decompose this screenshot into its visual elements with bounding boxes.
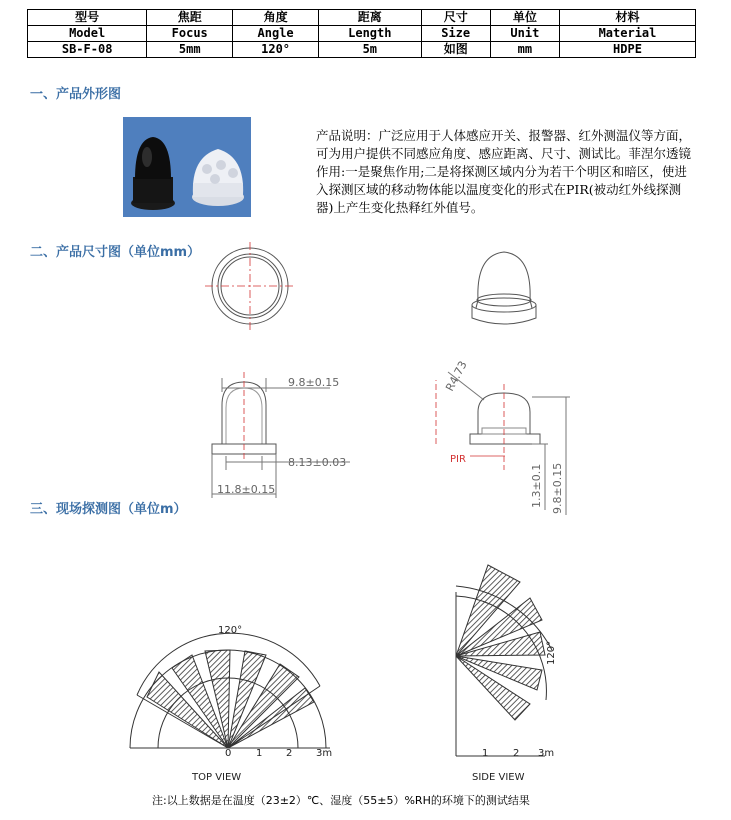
cell: 120°	[233, 42, 319, 58]
cell: 5m	[319, 42, 422, 58]
side-view-angle: 120°	[546, 640, 557, 665]
top-tick-1: 1	[256, 748, 263, 759]
dim-radius: R4.73	[443, 358, 470, 394]
cell: Size	[421, 26, 490, 42]
product-description: 产品说明：广泛应用于人体感应开关、报警器、红外测温仪等方面，可为用户提供不同感应角度、感应距离、尺寸、测试比。菲涅尔透镜作用:一是聚焦作用;二是将探测区域内分为若干个明区和暗区，使进入探测区域的移动物体能以温度变化的形式在PIR(被动红外线探测器)上产生变化热释红外值号。	[316, 128, 692, 215]
lens-perspective-drawing	[472, 252, 536, 324]
cell: Focus	[147, 26, 233, 42]
side-tick-2: 2	[513, 748, 520, 759]
cell: mm	[490, 42, 559, 58]
test-condition-note: 注:以上数据是在温度（23±2）℃、湿度（55±5）%RH的环境下的测试结果	[152, 794, 530, 807]
dim-total-height: 9.8±0.15	[551, 462, 564, 514]
dim-width-top: 9.8±0.15	[288, 376, 340, 389]
cell: HDPE	[559, 42, 695, 58]
dim-width-inner: 8.13±0.03	[288, 456, 347, 469]
cell: 如图	[421, 42, 490, 58]
cell: Angle	[233, 26, 319, 42]
lens-front-dimension-drawing	[212, 372, 350, 498]
side-tick-1: 1	[482, 748, 489, 759]
lens-top-view-drawing	[205, 242, 295, 330]
top-view-angle: 120°	[218, 625, 243, 636]
section-title-detection: 三、现场探测图（单位m）	[30, 502, 187, 517]
cell: SB-F-08	[28, 42, 147, 58]
top-tick-0: 0	[225, 748, 232, 759]
dim-pir-label: PIR	[450, 454, 466, 465]
header-material: 材料	[559, 10, 695, 26]
top-view-detection-diagram	[130, 625, 332, 783]
header-size: 尺寸	[421, 10, 490, 26]
cell: 5mm	[147, 42, 233, 58]
section-title-dimensions: 二、产品尺寸图（单位mm）	[30, 245, 201, 260]
lens-side-section-drawing	[436, 372, 570, 515]
cell: Model	[28, 26, 147, 42]
header-unit: 单位	[490, 10, 559, 26]
top-tick-2: 2	[286, 748, 293, 759]
side-view-caption: SIDE VIEW	[472, 772, 525, 783]
cell: Material	[559, 26, 695, 42]
header-focus: 焦距	[147, 10, 233, 26]
side-view-detection-diagram	[456, 565, 557, 783]
top-tick-3: 3m	[316, 748, 333, 759]
side-tick-3: 3m	[538, 748, 555, 759]
header-angle: 角度	[233, 10, 319, 26]
cell: Length	[319, 26, 422, 42]
dim-width-base: 11.8±0.15	[217, 483, 276, 496]
header-length: 距离	[319, 10, 422, 26]
top-view-caption: TOP VIEW	[192, 772, 242, 783]
section-title-appearance: 一、产品外形图	[30, 87, 122, 102]
dim-base-height: 1.3±0.1	[530, 463, 543, 508]
cell: Unit	[490, 26, 559, 42]
header-model: 型号	[28, 10, 147, 26]
